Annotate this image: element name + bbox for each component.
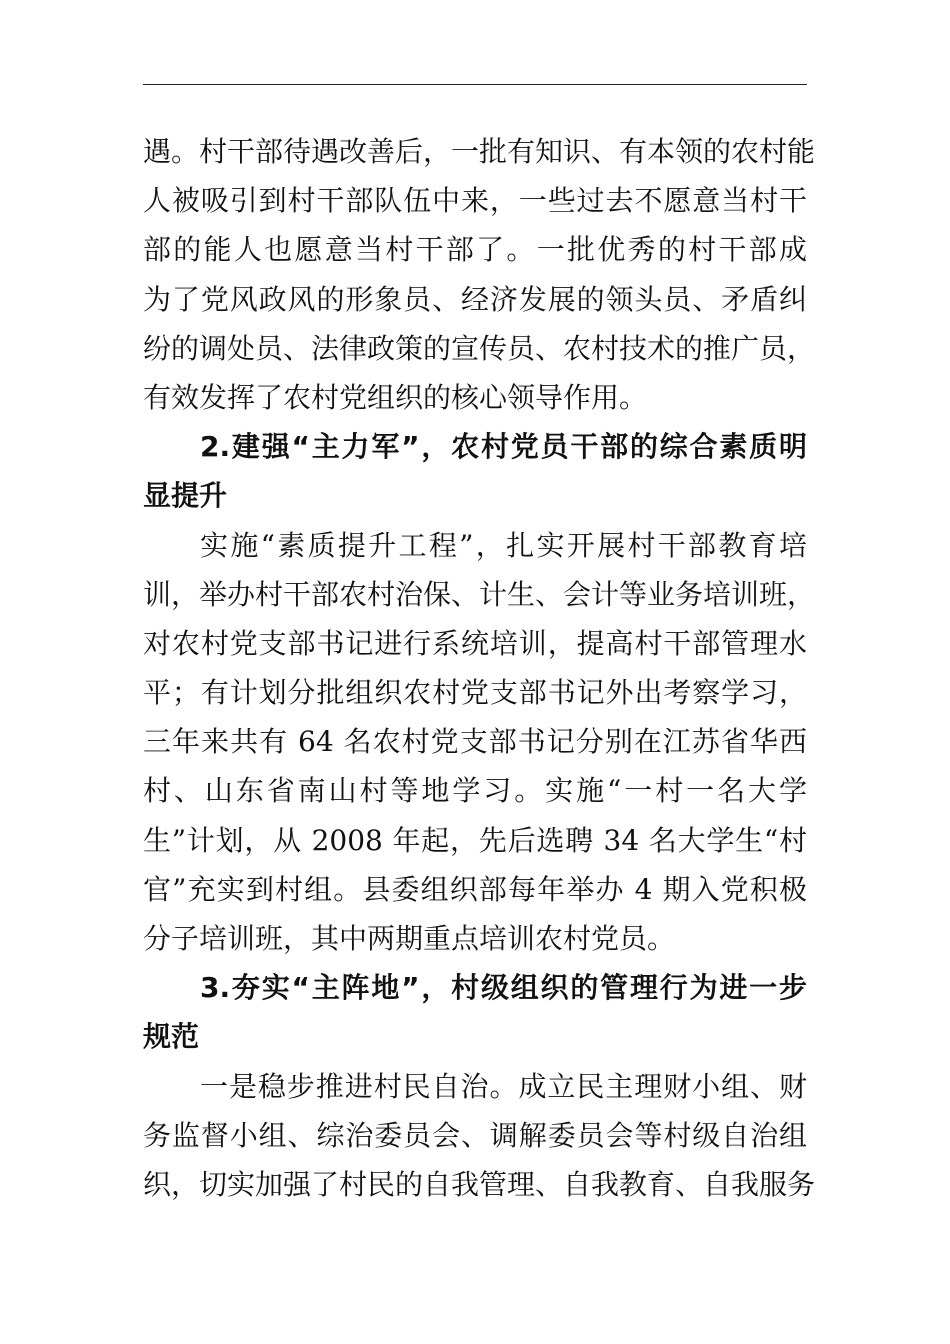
text-line: 一是稳步推进村民自治。成立民主理财小组、财 xyxy=(200,1069,807,1103)
text-line: 务监督小组、综治委员会、调解委员会等村级自治组 xyxy=(143,1118,807,1152)
section-heading: 2.建强“主力军”，农村党员干部的综合素质明 xyxy=(200,430,807,464)
text-line: 平；有计划分批组织农村党支部书记外出考察学习， xyxy=(143,676,807,710)
header-rule xyxy=(143,84,807,85)
text-line: 对农村党支部书记进行系统培训，提高村干部管理水 xyxy=(143,626,807,660)
section-heading: 规范 xyxy=(143,1020,200,1054)
text-line: 分子培训班，其中两期重点培训农村党员。 xyxy=(143,922,676,955)
section-heading: 显提升 xyxy=(143,479,228,513)
text-line: 遇。村干部待遇改善后，一批有知识、有本领的农村能 xyxy=(143,135,816,168)
text-line: 实施“素质提升工程”，扎实开展村干部教育培 xyxy=(200,528,807,562)
text-line: 官”充实到村组。县委组织部每年举办 4 期入党积极 xyxy=(143,872,807,906)
text-line: 部的能人也愿意当村干部了。一批优秀的村干部成 xyxy=(143,233,807,267)
text-line: 织，切实加强了村民的自我管理、自我教育、自我服务 xyxy=(143,1167,816,1201)
text-line: 训，举办村干部农村治保、计生、会计等业务培训班， xyxy=(143,577,816,611)
text-line: 生”计划，从 2008 年起，先后选聘 34 名大学生“村 xyxy=(143,823,807,857)
section-heading: 3.夯实“主阵地”，村级组织的管理行为进一步 xyxy=(200,971,807,1005)
text-line: 人被吸引到村干部队伍中来，一些过去不愿意当村干 xyxy=(143,184,807,218)
document-body xyxy=(143,127,816,1209)
text-line: 纷的调处员、法律政策的宣传员、农村技术的推广员， xyxy=(143,331,816,365)
text-line: 有效发挥了农村党组织的核心领导作用。 xyxy=(143,380,648,414)
text-line: 村、山东省南山村等地学习。实施“一村一名大学 xyxy=(143,774,807,808)
text-line: 三年来共有 64 名农村党支部书记分别在江苏省华西 xyxy=(143,725,807,759)
text-line: 为了党风政风的形象员、经济发展的领头员、矛盾纠 xyxy=(143,282,807,316)
